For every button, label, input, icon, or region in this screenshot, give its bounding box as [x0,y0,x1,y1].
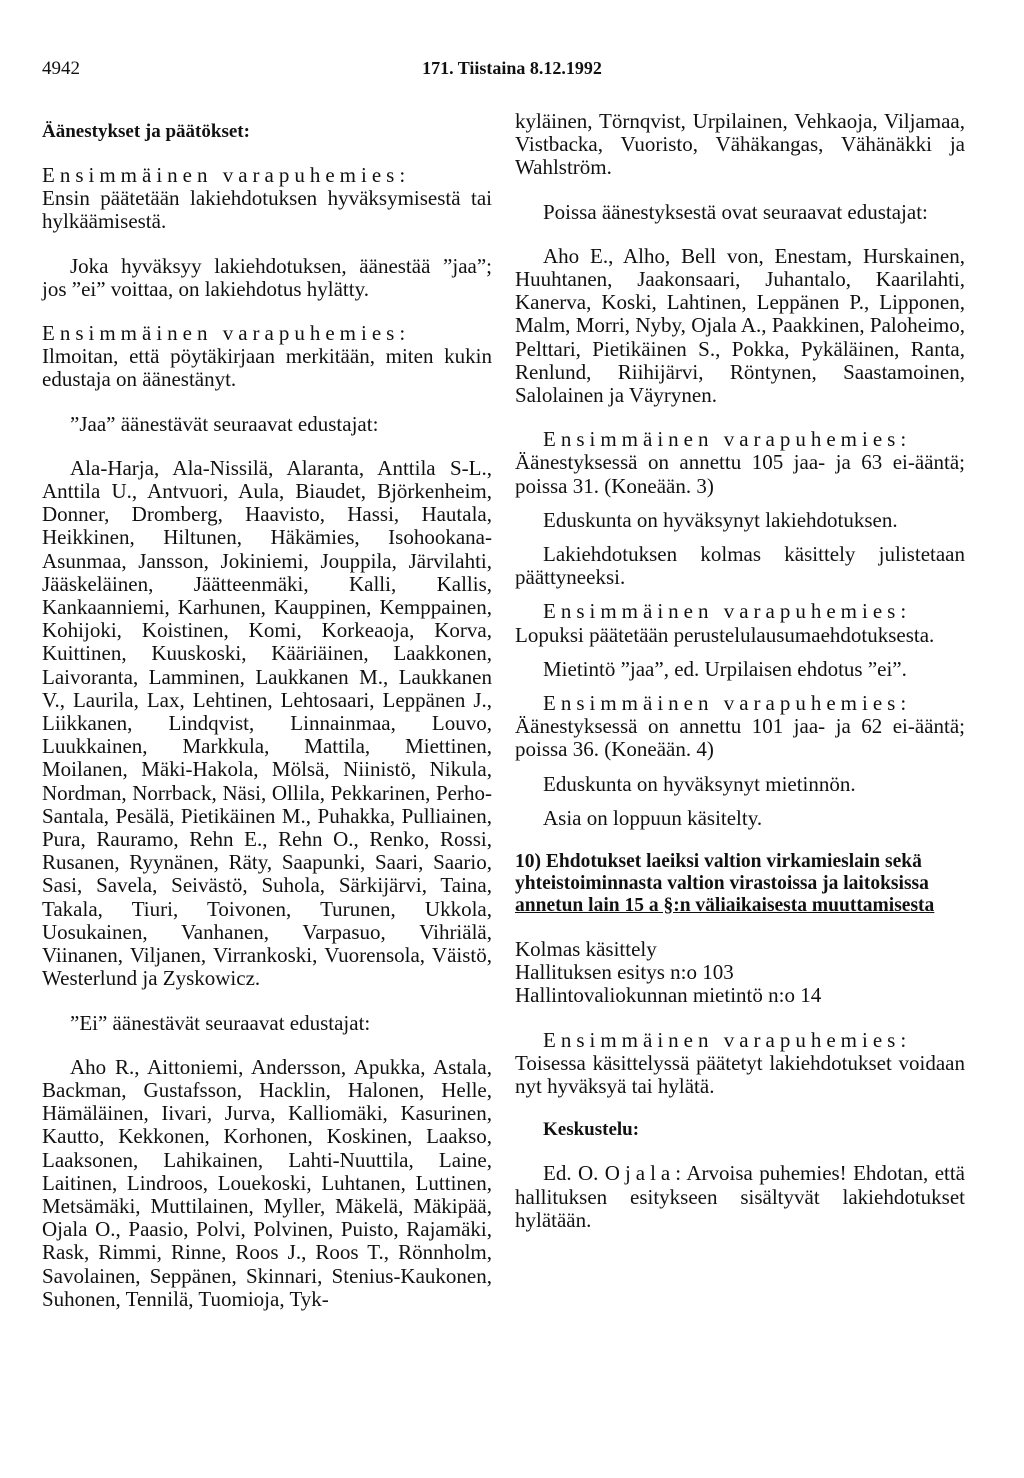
speaker-prefix: Ed. O. [543,1161,599,1186]
paragraph: Eduskunta on hyväksynyt mietinnön. [543,771,856,796]
session-issue-line: 171. Tiistaina 8.12.1992 [422,58,602,78]
agenda-item-title-part: annetun lain 15 a §:n väliaikaisesta muuttamisesta [515,895,935,917]
speaker-label: Ensimmäinen varapuhemies: [543,691,912,716]
jaa-heading: ”Jaa” äänestävät seuraavat edustajat: [70,411,379,436]
item-line: Kolmas käsittely [515,937,657,962]
agenda-item-title [515,851,965,917]
paragraph: Mietintö ”jaa”, ed. Urpilaisen ehdotus ”ei”. [543,656,907,681]
ei-voter-list-continued: kyläinen, Törnqvist, Urpilainen, Vehkaoja, Viljamaa, Vistbacka, Vuoristo, Vähäkangas, Vähänäkki ja Wahlström. [515,109,965,180]
absent-list: Aho E., Alho, Bell von, Enestam, Hurskainen, Huuhtanen, Jaakonsaari, Juhantalo, Kaarilahti, Kanerva, Koski, Lahtinen, Leppänen P., Lipponen, Malm, Morri, Nyby, Ojala A., Paakkinen, Paloheimo, Pelttari, Pietikäinen S., Pokka, Pykäläinen, Ranta, Renlund, Riihijärvi, Röntynen, Saastamoinen, Salolainen ja Väyrynen. [515,243,965,408]
speech-paragraph [515,1162,965,1232]
vote-result: Äänestyksessä on annettu 105 jaa- ja 63 ei-ääntä; poissa 31. (Koneään. 3) [515,450,965,498]
paragraph: Ilmoitan, että pöytäkirjaan merkitään, miten kukin edustaja on äänestänyt. [42,344,492,392]
left-column [42,110,492,1311]
ei-heading: ”Ei” äänestävät seuraavat edustajat: [70,1010,371,1035]
agenda-item-title-part: 10) Ehdotukset laeiksi valtion virkamieslain sekä yhteistoiminnasta valtion virastoissa ja laitoksissa [515,851,929,895]
page-number: 4942 [42,58,80,79]
speech-text: : Arvoisa puhemies! Ehdotan, että hallituksen esitykseen sisältyvät lakiehdotukset hylätään. [515,1161,965,1232]
speaker-label: Ensimmäinen varapuhemies: [42,321,411,346]
paragraph: Toisessa käsittelyssä päätetyt lakiehdotukset voidaan nyt hyväksyä tai hylätä. [515,1050,965,1099]
paragraph: Lopuksi päätetään perustelulausumaehdotuksesta. [515,622,935,647]
paragraph: Joka hyväksyy lakiehdotuksen, äänestää ”jaa”; jos ”ei” voittaa, on lakiehdotus hylätty. [42,253,492,301]
speaker-label: Ensimmäinen varapuhemies: [543,599,912,624]
jaa-voter-list: Ala-Harja, Ala-Nissilä, Alaranta, Anttila S-L., Anttila U., Antvuori, Aula, Biaudet, Björkenheim, Donner, Dromberg, Haavisto, Hassi, Hautala, Heikkinen, Hiltunen, Häkämies, Isohookana-Asunmaa, Jansson, Jokiniemi, Jouppila, Järvilahti, Jääskeläinen, Jäätteenmäki, Kalli, Kallis, Kankaanniemi, Karhunen, Kauppinen, Kemppainen, Kohijoki, Koistinen, Komi, Korkeaoja, Korva, Kuittinen, Kuuskoski, Kääriäinen, Laakkonen, Laivoranta, Lamminen, Laukkanen M., Laukkanen V., Laurila, Lax, Lehtinen, Lehtosaari, Leppänen J., Liikkanen, Lindqvist, Linnainmaa, Louvo, Luukkainen, Markkula, Mattila, Miettinen, Moilanen, Mäki-Hakola, Mölsä, Niinistö, Nikula, Nordman, Norrback, Näsi, Ollila, Pekkarinen, Perho-Santala, Pesälä, Pietikäinen M., Puhakka, Pulliainen, Pura, Rauramo, Rehn E., Rehn O., Renko, Rossi, Rusanen, Ryynänen, Räty, Saapunki, Saari, Saario, Sasi, Savela, Seivästö, Suhola, Särkijärvi, Taina, Takala, Tiuri, Toivonen, Turunen, Ukkola, Uosukainen, Vanhanen, Varpasuo, Vihriälä, Viinanen, Viljanen, Virrankoski, Vuorensola, Väistö, Westerlund ja Zyskowicz. [42,455,492,991]
speaker-label: Ensimmäinen varapuhemies: [42,163,411,187]
vote-result: Äänestyksessä on annettu 101 jaa- ja 62 ei-ääntä; poissa 36. (Koneään. 4) [515,714,965,762]
discussion-heading: Keskustelu: [543,1119,640,1141]
absent-heading: Poissa äänestyksestä ovat seuraavat edustajat: [543,199,928,224]
speaker-label: Ensimmäinen varapuhemies: [543,427,912,452]
paragraph: Asia on loppuun käsitelty. [543,805,763,830]
item-line: Hallituksen esitys n:o 103 [515,960,734,985]
page-header [42,58,982,90]
ei-voter-list: Aho R., Aittoniemi, Andersson, Apukka, Astala, Backman, Gustafsson, Hacklin, Halonen, Helle, Hämäläinen, Iivari, Jurva, Kalliomäki, Kasurinen, Kautto, Kekkonen, Korhonen, Koskinen, Laakso, Laaksonen, Lahikainen, Lahti-Nuuttila, Laine, Laitinen, Lindroos, Louekoski, Luhtanen, Luttinen, Metsämäki, Muttilainen, Myller, Mäkelä, Mäkipää, Ojala O., Paasio, Polvi, Polvinen, Puisto, Rajamäki, Rask, Rimmi, Rinne, Roos J., Roos T., Rönnholm, Savolainen, Seppänen, Skinnari, Stenius-Kaukonen, Suhonen, Tennilä, Tuomioja, Tyk- [42,1054,492,1311]
item-line: Hallintovaliokunnan mietintö n:o 14 [515,983,822,1008]
votes-heading: Äänestykset ja päätökset: [42,121,250,142]
speaker-label: Ensimmäinen varapuhemies: [543,1027,912,1052]
paragraph: Eduskunta on hyväksynyt lakiehdotuksen. [543,507,898,532]
right-column [515,110,965,1232]
paragraph: Lakiehdotuksen kolmas käsittely julistetaan päättyneeksi. [515,542,965,590]
paragraph: Ensin päätetään lakiehdotuksen hyväksymisestä tai hylkäämisestä. [42,186,492,234]
speaker-name: Ojala [604,1161,676,1186]
